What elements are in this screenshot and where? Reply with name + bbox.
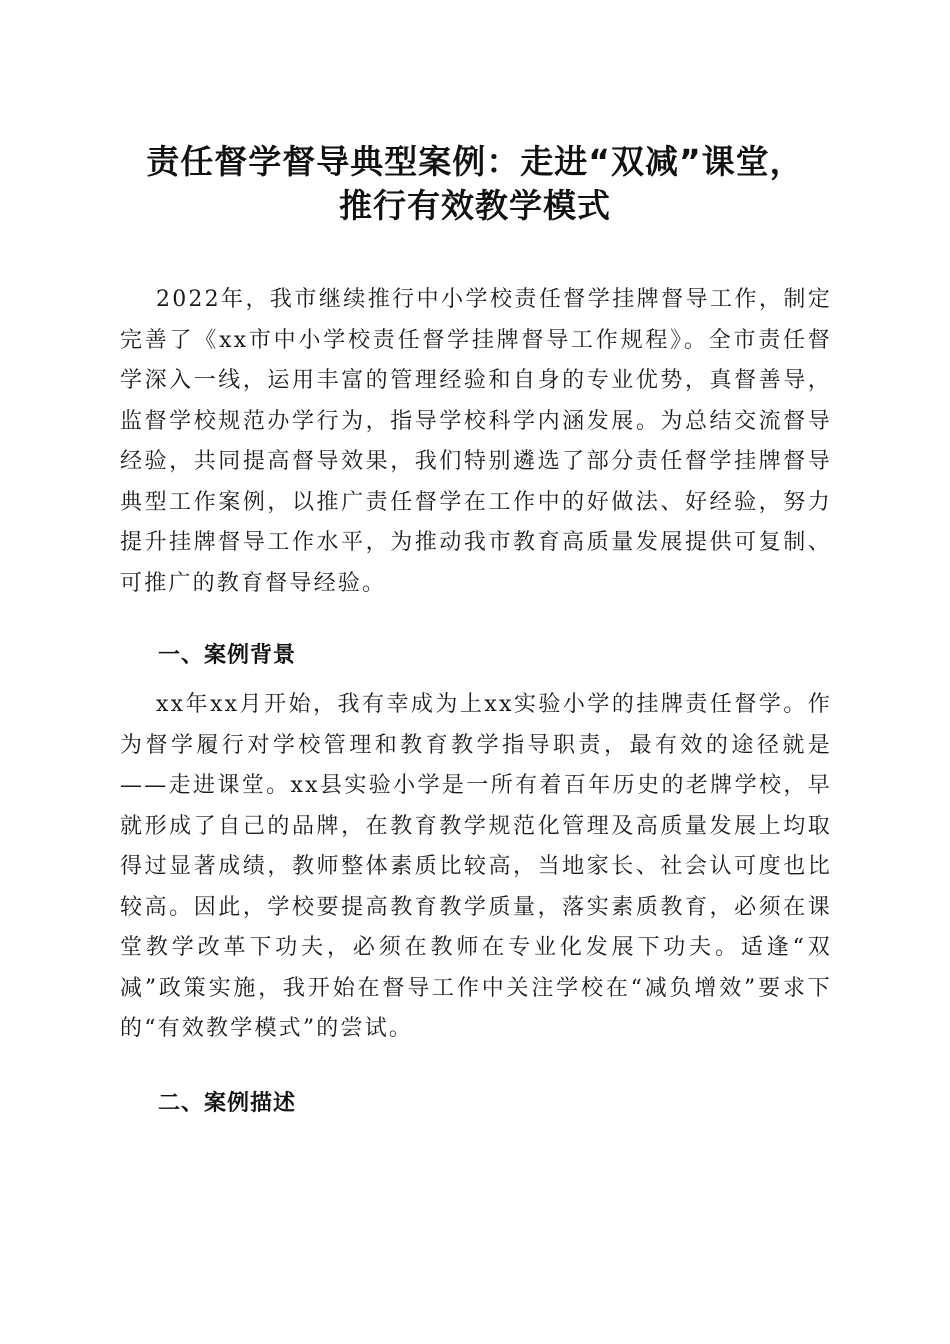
section-heading-description: 二、案例描述 <box>158 1091 297 1116</box>
document-title-line-1: 责任督学督导典型案例：走进“双减”课堂， <box>146 142 804 181</box>
section-heading-background: 一、案例背景 <box>158 643 297 668</box>
intro-paragraph: 2022年，我市继续推行中小学校责任督学挂牌督导工作，制定完善了《xx市中小学校责任督学挂牌督导工作规程》。全市责任督学深入一线，运用丰富的管理经验和自身的专业优势，真督善导，监督学校规范办学行为，指导学校科学内涵发展。为总结交流督导经验，共同提高督导效果，我们特别遴选了部分责任督学挂牌督导典型工作案例，以推广责任督学在工作中的好做法、好经验，努力提升挂牌督导工作水平，为推动我市教育高质量发展提供可复制、可推广的教育督导经验。 <box>120 287 832 596</box>
background-paragraph: xx年xx月开始，我有幸成为上xx实验小学的挂牌责任督学。作为督学履行对学校管理和教育教学指导职责，最有效的途径就是——走进课堂。xx县实验小学是一所有着百年历史的老牌学校，早就形成了自己的品牌，在教育教学规范化管理及高质量发展上均取得过显著成绩，教师整体素质比较高，当地家长、社会认可度也比较高。因此，学校要提高教育教学质量，落实素质教育，必须在课堂教学改革下功夫，必须在教师在专业化发展下功夫。适逢“双减”政策实施，我开始在督导工作中关注学校在“减负增效”要求下的“有效教学模式”的尝试。 <box>120 692 832 1041</box>
document-title-line-2: 推行有效教学模式 <box>339 186 611 225</box>
